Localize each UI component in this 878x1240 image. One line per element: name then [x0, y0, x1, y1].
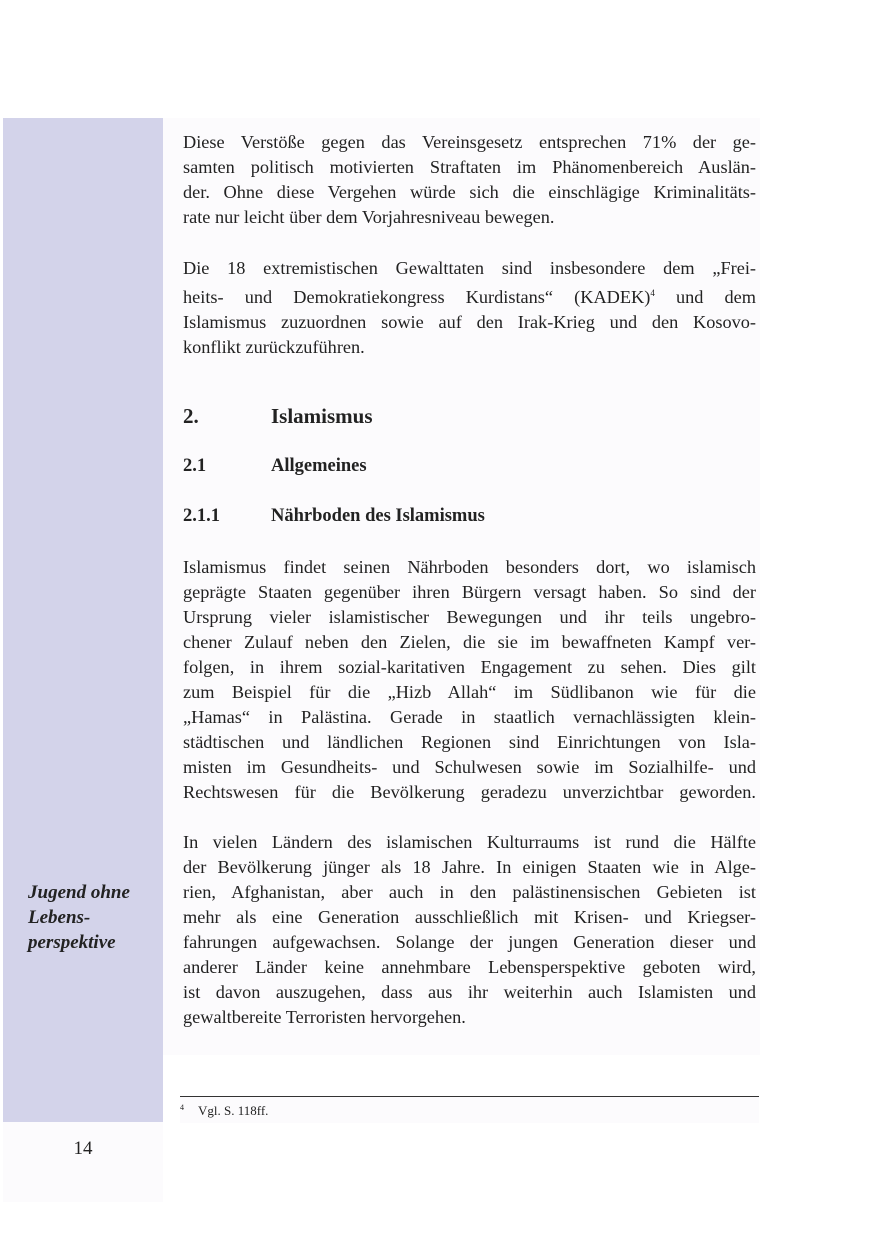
- text-fragment: und dem: [654, 287, 756, 307]
- margin-note-line: Lebens-: [28, 907, 91, 928]
- page-number: 14: [73, 1138, 93, 1159]
- section-heading-2-1: [183, 456, 683, 480]
- text-line: Die 18 extremistischen Gewalttaten sind insbesondere dem „Frei-: [183, 258, 756, 278]
- text-fragment: heits- und Demokratiekongress Kurdistans“ (KADEK): [183, 287, 651, 307]
- text-line: der Bevölkerung jünger als 18 Jahre. In einigen Staaten wie in Alge-: [183, 857, 756, 877]
- text-line: mehr als eine Generation ausschließlich mit Krisen- und Kriegser-: [183, 907, 756, 927]
- text-line: konflikt zurückzuführen.: [183, 337, 365, 357]
- text-line: folgen, in ihrem sozial-karitativen Engagement zu sehen. Dies gilt: [183, 657, 756, 677]
- text-line: städtischen und ländlichen Regionen sind Einrichtungen von Isla-: [183, 732, 756, 752]
- text-line: [183, 281, 756, 310]
- paragraph-3: [183, 555, 756, 805]
- section-title: Nährboden des Islamismus: [271, 506, 485, 526]
- text-line: geprägte Staaten gegenüber ihren Bürgern versagt haben. So sind der: [183, 582, 756, 602]
- section-title: Islamismus: [271, 404, 373, 428]
- margin-note-line: perspektive: [28, 932, 116, 953]
- section-number: 2.1: [183, 456, 207, 476]
- text-line: der. Ohne diese Vergehen würde sich die einschlägige Kriminalitäts-: [183, 182, 756, 202]
- section-number: 2.1.1: [183, 506, 220, 526]
- section-heading-2: [183, 404, 683, 430]
- footnote: [180, 1103, 268, 1119]
- text-line: zum Beispiel für die „Hizb Allah“ im Südlibanon wie für die: [183, 682, 756, 702]
- paragraph-1: [183, 130, 756, 230]
- text-line: In vielen Ländern des islamischen Kulturraums ist rund die Hälfte: [183, 832, 756, 852]
- page-number-box: [3, 1122, 163, 1202]
- text-line: Ursprung vieler islamistischer Bewegungen und ihr teils ungebro-: [183, 607, 756, 627]
- paragraph-2: [183, 256, 756, 360]
- text-line: samten politisch motivierten Straftaten im Phänomenbereich Auslän-: [183, 157, 756, 177]
- text-line: Islamismus zuzuordnen sowie auf den Irak-Krieg und den Kosovo-: [183, 312, 756, 332]
- text-line: rien, Afghanistan, aber auch in den palästinensischen Gebieten ist: [183, 882, 756, 902]
- main-content: [163, 118, 760, 1055]
- text-line: anderer Länder keine annehmbare Lebensperspektive geboten wird,: [183, 957, 756, 977]
- text-line: rate nur leicht über dem Vorjahresniveau bewegen.: [183, 207, 555, 227]
- text-line: chener Zulauf neben den Zielen, die sie im bewaffneten Kampf ver-: [183, 632, 756, 652]
- text-line: Diese Verstöße gegen das Vereinsgesetz entsprechen 71% der ge-: [183, 132, 756, 152]
- text-line: „Hamas“ in Palästina. Gerade in staatlich vernachlässigten klein-: [183, 707, 756, 727]
- margin-note: [28, 880, 158, 955]
- text-line: Rechtswesen für die Bevölkerung geradezu unverzichtbar geworden.: [183, 782, 756, 802]
- footnote-number: 4: [180, 1103, 184, 1112]
- section-heading-2-1-1: [183, 506, 683, 530]
- text-line: misten im Gesundheits- und Schulwesen sowie im Sozialhilfe- und: [183, 757, 756, 777]
- text-line: gewaltbereite Terroristen hervorgehen.: [183, 1007, 466, 1027]
- section-title: Allgemeines: [271, 456, 367, 476]
- text-line: ist davon auszugehen, dass aus ihr weiterhin auch Islamisten und: [183, 982, 756, 1002]
- footnote-text: Vgl. S. 118ff.: [198, 1103, 269, 1118]
- paragraph-4: [183, 830, 756, 1030]
- text-line: Islamismus findet seinen Nährboden besonders dort, wo islamisch: [183, 557, 756, 577]
- footnote-area: [180, 1096, 759, 1123]
- margin-sidebar: [3, 118, 163, 1122]
- section-number: 2.: [183, 404, 199, 428]
- margin-note-line: Jugend ohne: [28, 882, 130, 903]
- text-line: fahrungen aufgewachsen. Solange der jungen Generation dieser und: [183, 932, 756, 952]
- footnote-reference: 4: [650, 288, 655, 298]
